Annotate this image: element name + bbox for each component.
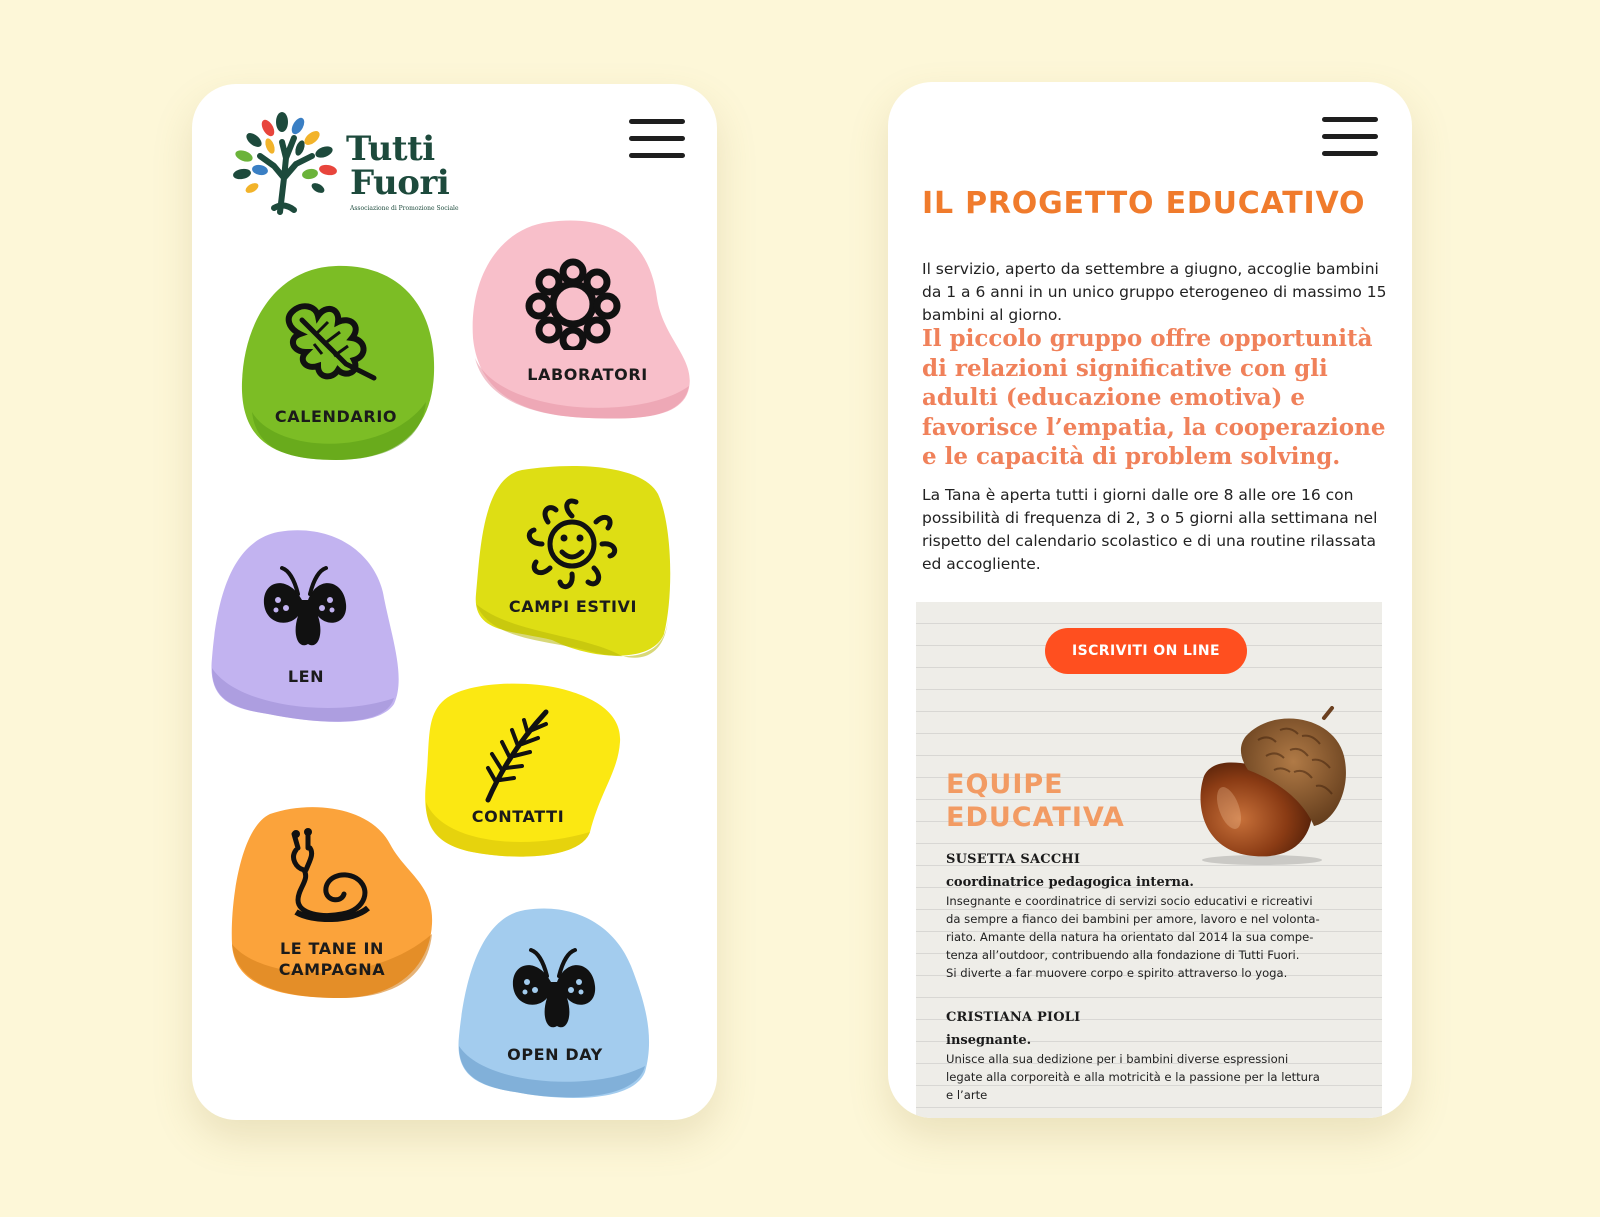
progetto-educativo-screen xyxy=(888,82,1412,1118)
iscriviti-button[interactable]: ISCRIVITI ON LINE xyxy=(1045,628,1247,674)
tile-contatti[interactable] xyxy=(422,682,624,860)
tile-label: LEN xyxy=(287,667,325,686)
butterfly-icon xyxy=(258,564,350,656)
member-description xyxy=(946,1050,1356,1104)
flower-icon xyxy=(525,258,621,350)
equipe-heading-line-1: EQUIPE xyxy=(946,769,1064,800)
logo-subtitle: Associazione di Promozione Sociale xyxy=(350,205,459,212)
tile-label: CAMPI ESTIVI xyxy=(508,597,638,616)
tile-open-day[interactable] xyxy=(455,906,655,1100)
description-line: Insegnante e coordinatrice di servizi socio educativi e ricreativi xyxy=(946,894,1313,908)
equipe-heading-line-2: EDUCATIVA xyxy=(946,802,1125,833)
logo-line-2: Fuori xyxy=(350,163,450,203)
tile-campi-estivi[interactable] xyxy=(472,464,674,660)
logo-line-1: Tutti xyxy=(346,129,435,169)
description-line: e l’arte xyxy=(946,1088,988,1102)
butterfly-icon xyxy=(507,946,599,1038)
description-line: legate alla corporeità e alla motricità e la passione per la lettura xyxy=(946,1070,1320,1084)
member-name: SUSETTA SACCHI xyxy=(946,852,1081,867)
equipe-heading xyxy=(946,768,1125,834)
fern-icon xyxy=(482,708,552,804)
highlight-quote: Il piccolo gruppo offre opportunità di relazioni significative con gli adulti (educazione emotiva) e favorisce l’empatia, la cooperazione e le capacità di problem solving. xyxy=(922,325,1386,470)
home-screen xyxy=(192,84,717,1120)
equipe-section xyxy=(916,602,1382,1118)
tree-logo-icon xyxy=(230,108,342,216)
tile-label-line-1: LE TANE IN xyxy=(280,939,384,958)
member-name: CRISTIANA PIOLI xyxy=(946,1010,1081,1025)
tile-label: LABORATORI xyxy=(527,365,648,384)
tile-label: CALENDARIO xyxy=(274,407,398,426)
tile-label: OPEN DAY xyxy=(507,1045,603,1064)
tile-label: CONTATTI xyxy=(471,807,565,826)
member-role: coordinatrice pedagogica interna. xyxy=(946,875,1194,890)
hamburger-menu-icon[interactable] xyxy=(629,117,685,161)
tile-laboratori[interactable] xyxy=(469,218,692,420)
sun-icon xyxy=(522,496,622,592)
acorn-image xyxy=(1184,706,1354,866)
page-title: IL PROGETTO EDUCATIVO xyxy=(922,186,1366,221)
schedule-paragraph: La Tana è aperta tutti i giorni dalle ore 8 alle ore 16 con possibilità di frequenza di 2, 3 o 5 giorni alla settimana nel rispetto del calendario scolastico e di una routine rilassata ed accogliente. xyxy=(922,486,1378,573)
tile-label xyxy=(230,938,434,980)
tile-len[interactable] xyxy=(208,528,404,724)
hamburger-menu-icon[interactable] xyxy=(1322,115,1378,159)
tile-le-tane-in-campagna[interactable] xyxy=(230,804,434,1000)
tile-calendario[interactable] xyxy=(236,262,436,462)
logo-wordmark xyxy=(346,129,450,203)
snail-icon xyxy=(282,828,374,922)
intro-paragraph: Il servizio, aperto da settembre a giugno, accoglie bambini da 1 a 6 anni in un unico gruppo eterogeneo di massimo 15 bambini al giorno. xyxy=(922,260,1387,324)
member-role: insegnante. xyxy=(946,1033,1032,1048)
description-line: riato. Amante della natura ha orientato dal 2014 la sua compe- xyxy=(946,930,1314,944)
description-line: da sempre a fianco dei bambini per amore, lavoro e nel volonta- xyxy=(946,912,1320,926)
tutti-fuori-logo[interactable] xyxy=(230,108,480,218)
description-line: Si diverte a far muovere corpo e spirito attraverso lo yoga. xyxy=(946,966,1288,980)
description-line: tenza all’outdoor, contribuendo alla fondazione di Tutti Fuori. xyxy=(946,948,1300,962)
oak-leaf-icon xyxy=(282,298,378,386)
description-line: Unisce alla sua dedizione per i bambini diverse espressioni xyxy=(946,1052,1289,1066)
member-description xyxy=(946,892,1356,982)
tile-label-line-2: CAMPAGNA xyxy=(278,960,386,979)
